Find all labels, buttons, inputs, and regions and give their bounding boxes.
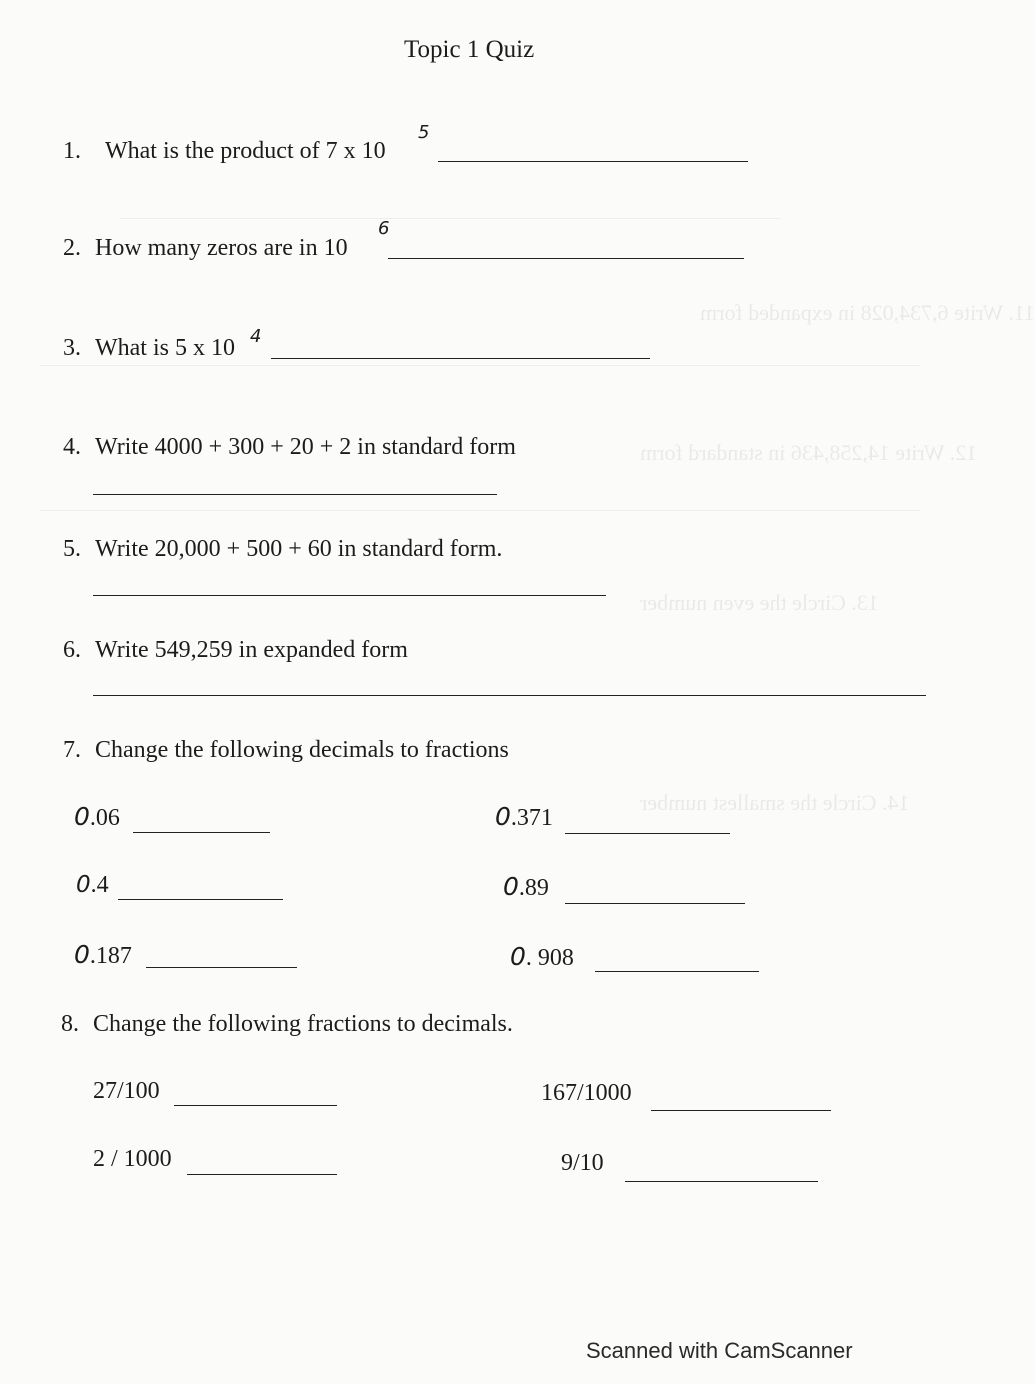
- decimal-answer-line[interactable]: [133, 832, 270, 833]
- fraction-answer-line[interactable]: [625, 1181, 818, 1182]
- question-text: Write 4000 + 300 + 20 + 2 in standard form: [95, 434, 516, 460]
- bleed-through-text: 14. Circle the smallest number: [640, 790, 910, 815]
- answer-line-5[interactable]: [93, 595, 606, 596]
- question-number: 8.: [61, 1011, 79, 1037]
- question-text: How many zeros are in 10: [95, 235, 348, 261]
- fraction-item: 9/10: [561, 1150, 604, 1176]
- answer-line-4[interactable]: [93, 494, 497, 495]
- question-number: 5.: [63, 536, 81, 562]
- scanner-watermark: Scanned with CamScanner: [586, 1338, 853, 1363]
- decimal-answer-line[interactable]: [565, 903, 745, 904]
- question-text: What is the product of 7 x 10: [105, 138, 386, 164]
- question-number: 1.: [63, 138, 81, 164]
- decimal-answer-line[interactable]: [146, 967, 297, 968]
- bleed-through-text: 12. Write 14,258,436 in standard form: [640, 440, 978, 465]
- decimal-item: 0.187: [74, 940, 132, 969]
- decimal-answer-line[interactable]: [595, 971, 759, 972]
- decimal-answer-line[interactable]: [565, 833, 730, 834]
- handwritten-exponent: 5: [418, 122, 430, 143]
- decimal-item: 0. 908: [510, 942, 574, 971]
- question-3: [63, 335, 235, 362]
- bleed-through-line: [40, 510, 920, 511]
- question-text: What is 5 x 10: [95, 335, 235, 361]
- decimal-item: 0.06: [74, 802, 120, 831]
- question-text: Change the following decimals to fractions: [95, 737, 509, 763]
- decimal-item: 0.4: [76, 872, 109, 898]
- decimal-item: 0.371: [495, 802, 553, 831]
- decimal-answer-line[interactable]: [118, 899, 283, 900]
- question-text: Change the following fractions to decimals.: [93, 1011, 513, 1037]
- question-text: Write 20,000 + 500 + 60 in standard form.: [95, 536, 503, 562]
- question-number: 3.: [63, 335, 81, 361]
- question-number: 4.: [63, 434, 81, 460]
- answer-line-3[interactable]: [271, 358, 650, 359]
- fraction-answer-line[interactable]: [187, 1174, 337, 1175]
- fraction-item: 2 / 1000: [93, 1146, 172, 1172]
- question-text: Write 549,259 in expanded form: [95, 637, 408, 663]
- question-7: [63, 737, 509, 764]
- handwritten-zero: 0: [495, 802, 511, 831]
- handwritten-zero: 0: [76, 872, 91, 898]
- bleed-through-line: [40, 365, 920, 366]
- handwritten-exponent: 6: [378, 218, 390, 239]
- handwritten-zero: 0: [510, 942, 526, 971]
- handwritten-zero: 0: [74, 802, 90, 831]
- answer-line-1[interactable]: [438, 161, 748, 162]
- fraction-answer-line[interactable]: [174, 1105, 337, 1106]
- fraction-item: 167/1000: [541, 1080, 632, 1106]
- page-title: Topic 1 Quiz: [404, 36, 535, 63]
- question-1: [63, 138, 386, 165]
- question-number: 7.: [63, 737, 81, 763]
- question-number: 2.: [63, 235, 81, 261]
- bleed-through-line: [120, 218, 780, 219]
- decimal-item: 0.89: [503, 872, 549, 901]
- bleed-through-text: 11. Write 6,734,028 in expanded form: [700, 300, 1035, 325]
- question-5: [63, 536, 502, 563]
- question-8: [61, 1011, 513, 1038]
- question-4: [63, 434, 516, 461]
- answer-line-2[interactable]: [388, 258, 744, 259]
- answer-line-6[interactable]: [93, 695, 926, 696]
- fraction-item: 27/100: [93, 1078, 160, 1104]
- question-number: 6.: [63, 637, 81, 663]
- handwritten-zero: 0: [74, 940, 90, 969]
- question-2: [63, 235, 348, 262]
- bleed-through-text: 13. Circle the even number: [640, 590, 879, 615]
- question-6: [63, 637, 408, 664]
- handwritten-zero: 0: [503, 872, 519, 901]
- fraction-answer-line[interactable]: [651, 1110, 831, 1111]
- handwritten-exponent: 4: [250, 326, 262, 347]
